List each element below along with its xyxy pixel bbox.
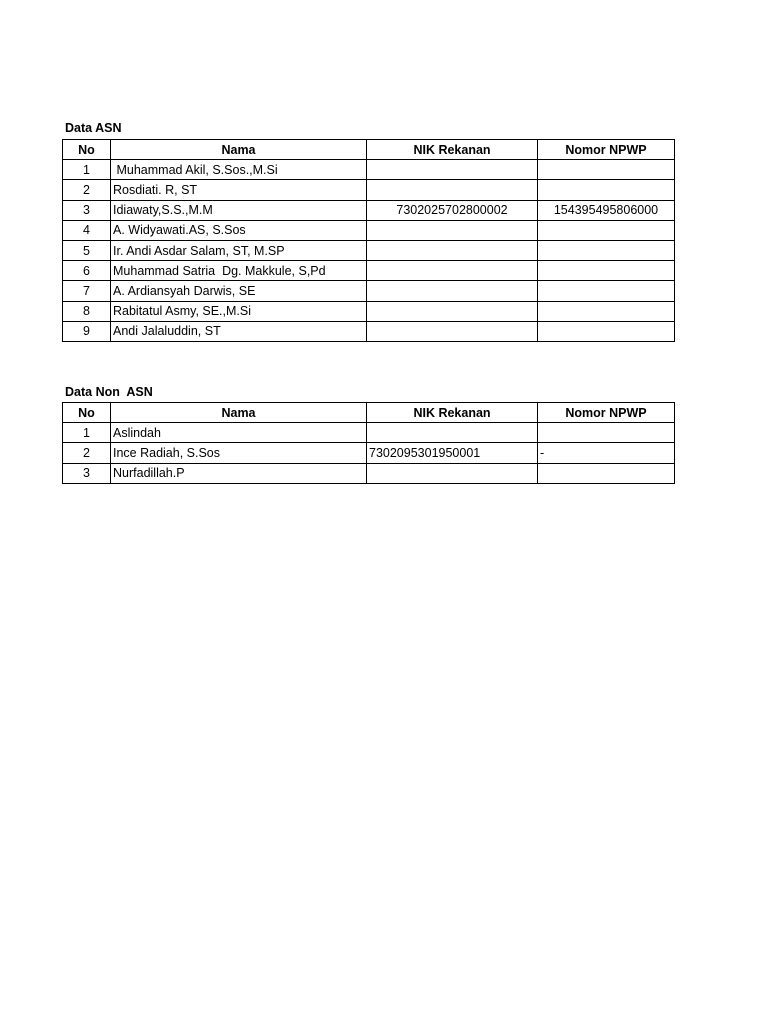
cell-nik <box>367 301 538 321</box>
cell-npwp <box>538 180 675 200</box>
cell-npwp <box>538 301 675 321</box>
cell-no: 6 <box>63 261 111 281</box>
cell-nama: Andi Jalaluddin, ST <box>111 321 367 341</box>
header-no: No <box>63 140 111 160</box>
table-row <box>63 261 675 281</box>
cell-no: 5 <box>63 240 111 260</box>
table-row <box>63 301 675 321</box>
cell-nama: Ir. Andi Asdar Salam, ST, M.SP <box>111 240 367 260</box>
header-nik-rekanan: NIK Rekanan <box>367 403 538 423</box>
cell-no: 1 <box>63 423 111 443</box>
header-nama: Nama <box>111 403 367 423</box>
table-row <box>63 180 675 200</box>
table-row <box>63 281 675 301</box>
cell-nik <box>367 321 538 341</box>
cell-nama: Rabitatul Asmy, SE.,M.Si <box>111 301 367 321</box>
table-row <box>63 160 675 180</box>
cell-nama: Aslindah <box>111 423 367 443</box>
table-row <box>63 220 675 240</box>
cell-no: 9 <box>63 321 111 341</box>
cell-no: 2 <box>63 443 111 463</box>
cell-npwp <box>538 240 675 260</box>
section-title-data-non-asn: Data Non ASN <box>65 385 153 399</box>
cell-no: 7 <box>63 281 111 301</box>
cell-nama: Nurfadillah.P <box>111 463 367 483</box>
table-row <box>63 443 675 463</box>
table-row <box>63 463 675 483</box>
cell-nik <box>367 281 538 301</box>
cell-npwp <box>538 220 675 240</box>
header-nomor-npwp: Nomor NPWP <box>538 403 675 423</box>
cell-nik <box>367 423 538 443</box>
cell-nama: Ince Radiah, S.Sos <box>111 443 367 463</box>
table-header-row <box>63 140 675 160</box>
header-nama: Nama <box>111 140 367 160</box>
table-data-non-asn <box>62 402 675 484</box>
table-row <box>63 423 675 443</box>
cell-nik <box>367 463 538 483</box>
cell-nik <box>367 220 538 240</box>
cell-no: 8 <box>63 301 111 321</box>
table-row <box>63 200 675 220</box>
cell-npwp: - <box>538 443 675 463</box>
cell-npwp: 154395495806000 <box>538 200 675 220</box>
cell-nik: 7302095301950001 <box>367 443 538 463</box>
cell-nama: Idiawaty,S.S.,M.M <box>111 200 367 220</box>
table-header-row <box>63 403 675 423</box>
cell-nama: Muhammad Akil, S.Sos.,M.Si <box>111 160 367 180</box>
cell-npwp <box>538 261 675 281</box>
cell-npwp <box>538 281 675 301</box>
cell-nik <box>367 261 538 281</box>
cell-nama: Rosdiati. R, ST <box>111 180 367 200</box>
cell-nama: A. Widyawati.AS, S.Sos <box>111 220 367 240</box>
cell-nik <box>367 160 538 180</box>
header-nik-rekanan: NIK Rekanan <box>367 140 538 160</box>
header-nomor-npwp: Nomor NPWP <box>538 140 675 160</box>
section-title-data-asn: Data ASN <box>65 121 122 135</box>
cell-npwp <box>538 160 675 180</box>
cell-npwp <box>538 463 675 483</box>
cell-nama: A. Ardiansyah Darwis, SE <box>111 281 367 301</box>
header-no: No <box>63 403 111 423</box>
table-row <box>63 240 675 260</box>
cell-nama: Muhammad Satria Dg. Makkule, S,Pd <box>111 261 367 281</box>
cell-no: 1 <box>63 160 111 180</box>
cell-npwp <box>538 321 675 341</box>
cell-npwp <box>538 423 675 443</box>
table-data-asn <box>62 139 675 342</box>
cell-no: 4 <box>63 220 111 240</box>
table-row <box>63 321 675 341</box>
cell-nik: 7302025702800002 <box>367 200 538 220</box>
cell-no: 3 <box>63 463 111 483</box>
cell-nik <box>367 240 538 260</box>
cell-nik <box>367 180 538 200</box>
cell-no: 2 <box>63 180 111 200</box>
cell-no: 3 <box>63 200 111 220</box>
